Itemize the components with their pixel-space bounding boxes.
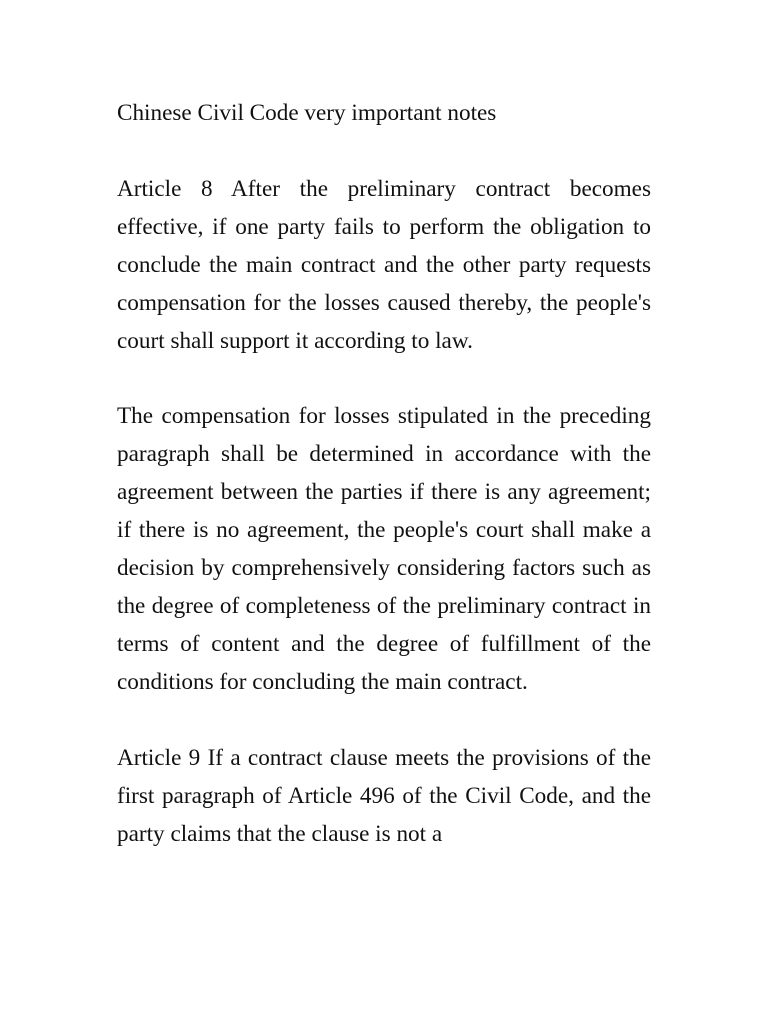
paragraph-compensation: The compensation for losses stipulated in the preceding paragraph shall be determined in accordance with the agreement between the parties if there is any agreement; if there is no agreement, the people's court shall make a decision by comprehensively considering factors such as the degree of completeness of the preliminary contract in terms of content and the degree of fulfillment of the conditions for concluding the main contract. (117, 403, 651, 695)
paragraph-article-9: Article 9 If a contract clause meets the provisions of the first paragraph of Article 496 of the Civil Code, and the party claims that the clause is not a (117, 744, 651, 847)
paragraph-article-8: Article 8 After the preliminary contract becomes effective, if one party fails to perform the obligation to conclude the main contract and the other party requests compensation for the losses caused thereby, the people's court shall support it according to law. (117, 175, 651, 354)
document-title: Chinese Civil Code very important notes (117, 100, 497, 126)
document-page (117, 95, 651, 891)
